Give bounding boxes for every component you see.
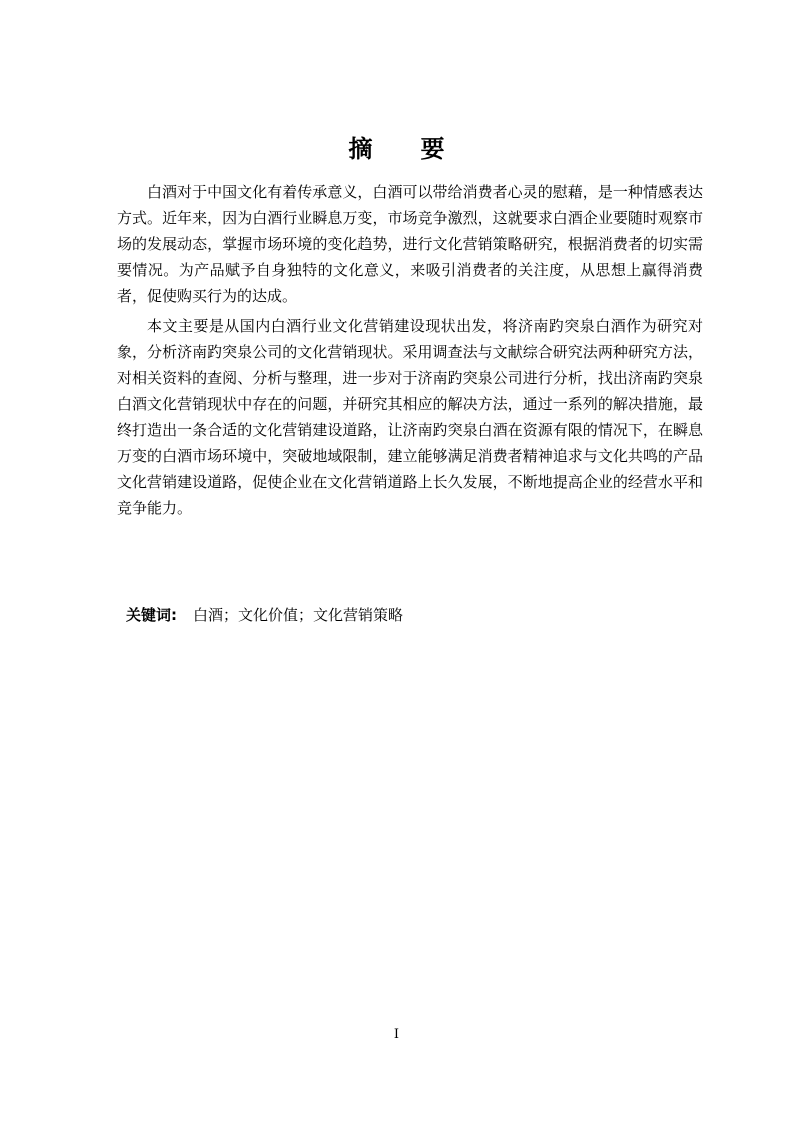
keywords-label: 关键词: <box>126 606 177 624</box>
keywords-value: 白酒；文化价值；文化营销策略 <box>193 606 404 624</box>
page-title-char-1: 摘 <box>348 135 373 163</box>
page-title <box>0 133 793 165</box>
page-number: I <box>393 1027 400 1042</box>
abstract-body <box>117 179 703 525</box>
abstract-paragraph-2: 本文主要是从国内白酒行业文化营销建设现状出发，将济南趵突泉白酒作为研究对象，分析济南趵突泉公司的文化营销现状。采用调查法与文献综合研究法两种研究方法，对相关资料的查阅、分析与整理，进一步对于济南趵突泉公司进行分析，找出济南趵突泉白酒文化营销现状中存在的问题，并研究其相应的解决方法，通过一系列的解决措施，最终打造出一条合适的文化营销建设道路，让济南趵突泉白酒在资源有限的情况下，在瞬息万变的白酒市场环境中，突破地域限制，建立能够满足消费者精神追求与文化共鸣的产品文化营销建设道路，促使企业在文化营销道路上长久发展，不断地提高企业的经营水平和竞争能力。 <box>117 317 703 517</box>
page-title-char-2: 要 <box>420 135 445 163</box>
abstract-paragraph-1: 白酒对于中国文化有着传承意义，白酒可以带给消费者心灵的慰藉，是一种情感表达方式。近年来，因为白酒行业瞬息万变，市场竞争激烈，这就要求白酒企业要随时观察市场的发展动态，掌握市场环境的变化趋势，进行文化营销策略研究，根据消费者的切实需要情况。为产品赋予自身独特的文化意义，来吸引消费者的关注度，从思想上赢得消费者，促使购买行为的达成。 <box>117 183 703 305</box>
keywords-line <box>126 602 706 628</box>
